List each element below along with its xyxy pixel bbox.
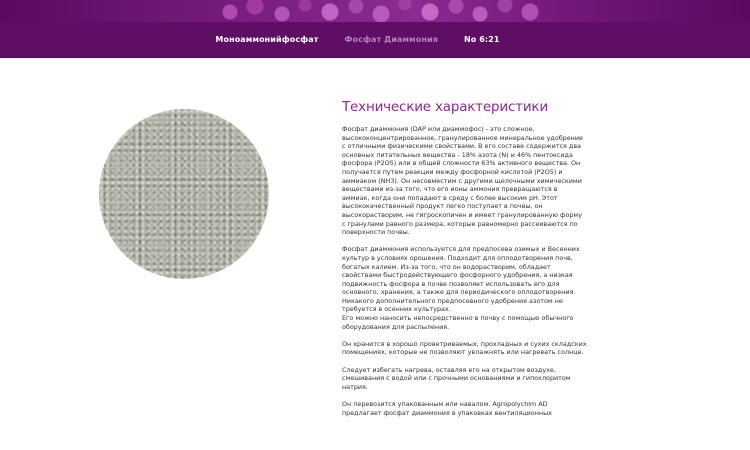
- nav-item-diammonium-phosphate[interactable]: Фосфат Диаммония: [344, 35, 438, 44]
- product-granules-image: [99, 109, 269, 279]
- paragraph-usage: Фосфат диаммония используется для предпосева озимых и Весенних культур в условиях орошения. Подходит для оплодотворения почв, богатых калием. Из-за того, что он водорастворим, обладает свойствами быстродействующего фосфорного удобрения, а низкая подвижность фосфора в почве позволяет использовать его для основного, хранения, а также для периодического оплодотворения. Никакого дополнительного предпосевного удобрения азотом не требуется в осенних культурах. Его можно наносить непосредственно в почву с помощью обычного оборудования для распыления.: [342, 245, 580, 331]
- paragraph-precautions: Следует избегать нагрева, оставляя его на открытом воздухе, смешивания с водой или с прочными основаниями и гипохлоритом натрия.: [342, 365, 571, 391]
- paragraph-transport: Он перевозится упакованным или навалом. Agropolychim AD предлагает фосфат диаммония в упаковках вентиляционных: [342, 400, 552, 417]
- paragraph-description: Фосфат диаммония (DAP или диаммофос) - это сложное, высококонцентрированное, гранулированное минеральное удобрение с отличными физическими свойствами. В его составе содержится два основных питательных вещества - 18% азота (N) и 46% пентоксида фосфора (P2O5) или в общей сложности 63% активного вещества. Он получается путем реакции между фосфорной кислотой (P2O5) и аммиаком (NH3). Он несовместим с другими щелочными химическими веществами из-за того, что его ионы аммония превращаются в аммиак, когда они попадают в среду с более высоким pH. Этот высококачественный продукт легко поступает в почвы, он высокорастворим, не гигроскопичен и имеет гранулированную форму с гранулами равного размера, которые равномерно рассеиваются по поверхности почвы.: [342, 125, 583, 237]
- main-content: [0, 58, 750, 450]
- paragraph-storage: Он хранится в хорошо проветриваемых, прохладных и сухих складских помещениях, которые не позволяют увлажнять или нагревать солнце.: [342, 339, 587, 357]
- nav-item-no-6-21[interactable]: No 6:21: [463, 35, 500, 44]
- main-navigation: [0, 22, 750, 58]
- nav-items: [202, 35, 512, 44]
- nav-item-monoammonium-phosphate[interactable]: Моноаммонийфосфат: [215, 35, 319, 44]
- specifications-section: [342, 99, 587, 426]
- header-banner-image: [0, 0, 750, 22]
- page-title: Технические характеристики: [342, 99, 548, 115]
